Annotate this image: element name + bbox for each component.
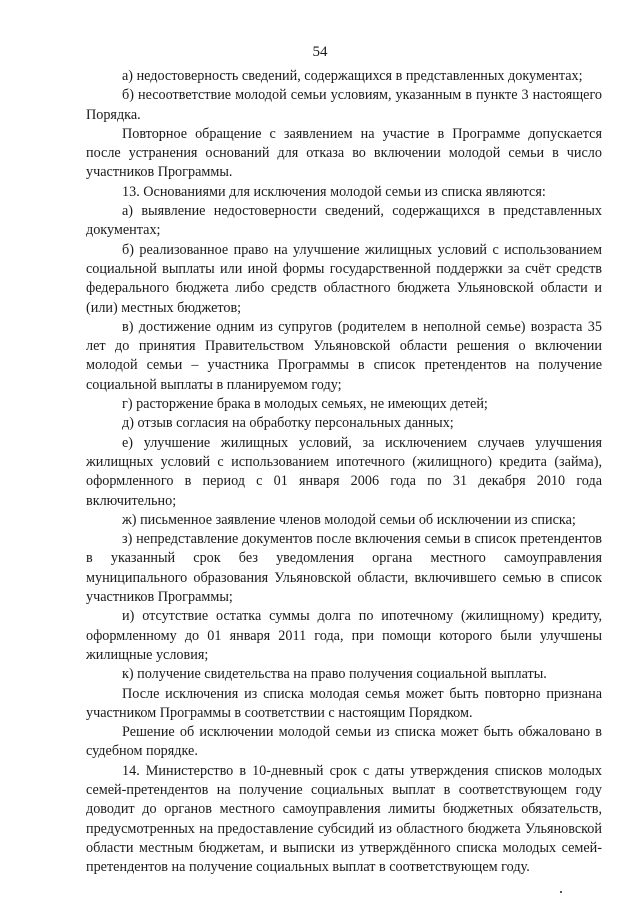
paragraph-13-e: е) улучшение жилищных условий, за исключением случаев улучшения жилищных условий с использованием ипотечного (жилищного) кредита (займа), оформленного в период с 01 января 2006 года по 31 декабря 2010 года включительно; <box>86 434 602 509</box>
paragraph-13-i: и) отсутствие остатка суммы долга по ипотечному (жилищному) кредиту, оформленному до 01 января 2011 года, при помощи которого были улучшены жилищные условия; <box>86 608 602 663</box>
paragraph-13-g: г) расторжение брака в молодых семьях, не имеющих детей; <box>122 396 488 413</box>
paragraph-13-b: б) реализованное право на улучшение жилищных условий с использованием социальной выплаты или иной формы государственной поддержки за счёт средств федерального бюджета либо средств областного бюджета Ульяновской области и (или) местных бюджетов; <box>86 241 602 316</box>
document-body <box>86 67 602 877</box>
paragraph-appeal: Решение об исключении молодой семьи из списка может быть обжаловано в судебном порядке. <box>86 724 602 760</box>
paragraph-13-d: д) отзыв согласия на обработку персональных данных; <box>122 415 454 432</box>
scan-speck <box>560 891 562 893</box>
paragraph-13-v: в) достижение одним из супругов (родителем в неполной семье) возраста 35 лет до принятия Правительством Ульяновской области решения о включении молодой семьи – участника Программы в список претендентов на получение социальной выплаты в планируемом году; <box>86 318 602 393</box>
paragraph-ineligibility-b: б) несоответствие молодой семьи условиям, указанным в пункте 3 настоящего Порядка. <box>86 87 602 123</box>
paragraph-ineligibility-a: а) недостоверность сведений, содержащихся в представленных документах; <box>122 68 583 84</box>
page-number: 54 <box>312 44 328 60</box>
paragraph-13-z: з) непредставление документов после включения семьи в список претендентов в указанный срок без уведомления органа местного самоуправления муниципального образования Ульяновской области, включившего семью в список участников Программы; <box>86 531 602 606</box>
paragraph-13-heading: 13. Основаниями для исключения молодой семьи из списка являются: <box>122 183 546 200</box>
paragraph-13-zh: ж) письменное заявление членов молодой семьи об исключении из списка; <box>122 511 576 528</box>
paragraph-13-k: к) получение свидетельства на право получения социальной выплаты. <box>122 666 547 683</box>
paragraph-repeat-application: Повторное обращение с заявлением на участие в Программе допускается после устранения оснований для отказа во включении молодой семьи в число участников Программы. <box>86 125 602 181</box>
paragraph-14: 14. Министерство в 10-дневный срок с даты утверждения списков молодых семей-претендентов на получение социальных выплат в соответствующем году доводит до органов местного самоуправления лимиты бюджетных обязательств, предусмотренных на предоставление субсидий из областного бюджета Ульяновской области местным бюджетам, и выписки из утверждённого списка молодых семей-претендентов на получение социальных выплат в соответствующем году. <box>86 762 602 876</box>
paragraph-readmission: После исключения из списка молодая семья может быть повторно признана участником Программы в соответствии с настоящим Порядком. <box>86 685 602 721</box>
paragraph-13-a: а) выявление недостоверности сведений, содержащихся в представленных документах; <box>86 203 602 239</box>
